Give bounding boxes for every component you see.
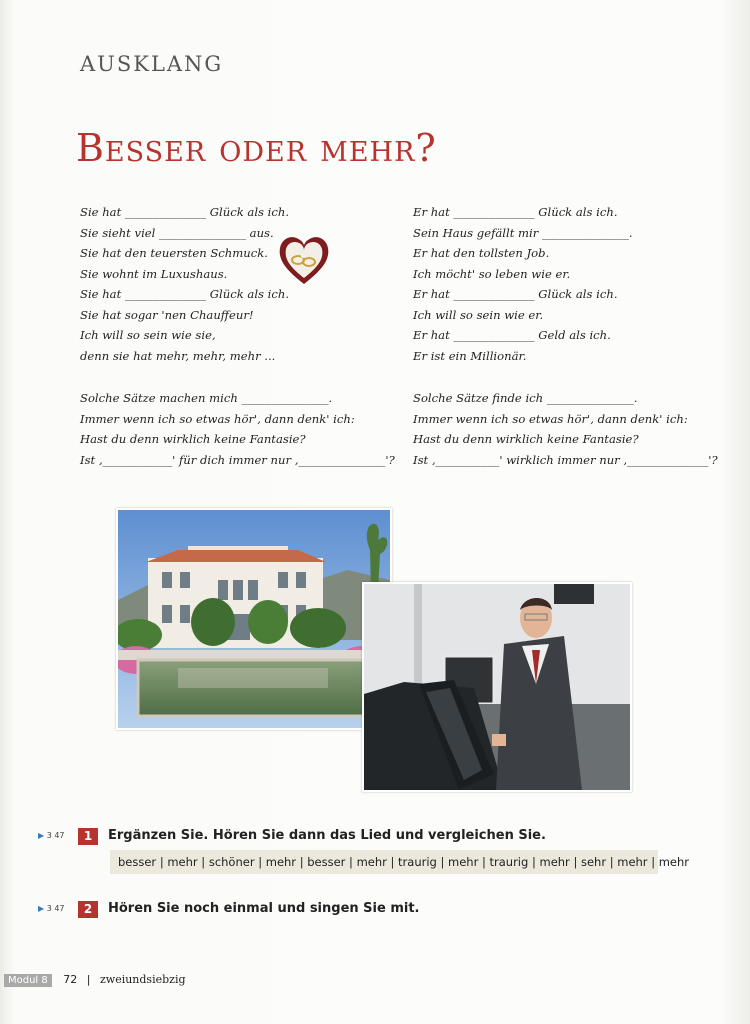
song-line: Sie sieht viel _______________ aus. xyxy=(80,225,274,240)
page-number: 72 xyxy=(63,973,78,986)
audio-track-icon: ▶ xyxy=(38,904,45,913)
exercise-number: 1 xyxy=(78,828,98,845)
page-footer xyxy=(4,973,186,987)
chauffeur-photo xyxy=(362,582,632,792)
song-line: Ich will so sein wie sie, xyxy=(80,328,216,342)
song-left-stanza-1 xyxy=(80,202,380,366)
song-line: Ist ‚___________' wirklich immer nur ‚______________'? xyxy=(413,452,718,467)
song-line: denn sie hat mehr, mehr, mehr ... xyxy=(80,348,276,363)
song-line: Sie hat sogar 'nen Chauffeur! xyxy=(80,307,254,322)
song-line: Er hat ______________ Glück als ich. xyxy=(413,205,618,219)
page-title: Besser oder mehr? xyxy=(76,126,437,170)
song-line: Sein Haus gefällt mir _______________. xyxy=(413,225,633,240)
song-right-stanza-1 xyxy=(413,202,723,366)
song-line: Er hat ______________ Glück als ich. xyxy=(413,287,618,301)
exercise-instruction: Ergänzen Sie. Hören Sie dann das Lied und vergleichen Sie. xyxy=(108,828,546,843)
villa-photo xyxy=(116,508,392,730)
ring-box-icon xyxy=(276,226,332,288)
song-line: Solche Sätze finde ich _______________. xyxy=(413,391,638,405)
song-line: Er hat ______________ Geld als ich. xyxy=(413,328,611,342)
song-line: Ist ‚____________' für dich immer nur ‚_______________'? xyxy=(80,452,395,467)
song-line: Immer wenn ich so etwas hör', dann denk' ich: xyxy=(413,411,688,426)
exercise-instruction: Hören Sie noch einmal und singen Sie mit. xyxy=(108,901,420,916)
section-label: AUSKLANG xyxy=(80,52,224,76)
page-number-word: zweiundsiebzig xyxy=(99,973,186,986)
exercise-number: 2 xyxy=(78,901,98,918)
song-line: Sie wohnt im Luxushaus. xyxy=(80,266,228,281)
song-left-stanza-2 xyxy=(80,388,400,470)
song-line: Solche Sätze machen mich _______________. xyxy=(80,391,333,405)
module-tag: Modul 8 xyxy=(4,974,52,987)
word-bank: besser | mehr | schöner | mehr | besser | mehr | traurig | mehr | traurig | mehr | sehr | mehr | mehr xyxy=(110,850,658,874)
song-line: Hast du denn wirklich keine Fantasie? xyxy=(80,432,306,446)
song-line: Immer wenn ich so etwas hör', dann denk' ich: xyxy=(80,411,355,426)
song-line: Sie hat ______________ Glück als ich. xyxy=(80,205,290,219)
song-line: Ich will so sein wie er. xyxy=(413,307,544,322)
audio-track-icon: ▶ xyxy=(38,831,45,840)
audio-track-label: ▶ 3 47 xyxy=(38,904,65,913)
song-right-stanza-2 xyxy=(413,388,733,470)
song-line: Sie hat ______________ Glück als ich. xyxy=(80,287,290,301)
footer-separator: | xyxy=(86,973,91,986)
song-line: Ich möcht' so leben wie er. xyxy=(413,266,571,281)
song-line: Hast du denn wirklich keine Fantasie? xyxy=(413,432,639,446)
audio-track-label: ▶ 3 47 xyxy=(38,831,65,840)
song-line: Er ist ein Millionär. xyxy=(413,348,527,363)
song-line: Er hat den tollsten Job. xyxy=(413,246,550,260)
song-line: Sie hat den teuersten Schmuck. xyxy=(80,246,268,260)
